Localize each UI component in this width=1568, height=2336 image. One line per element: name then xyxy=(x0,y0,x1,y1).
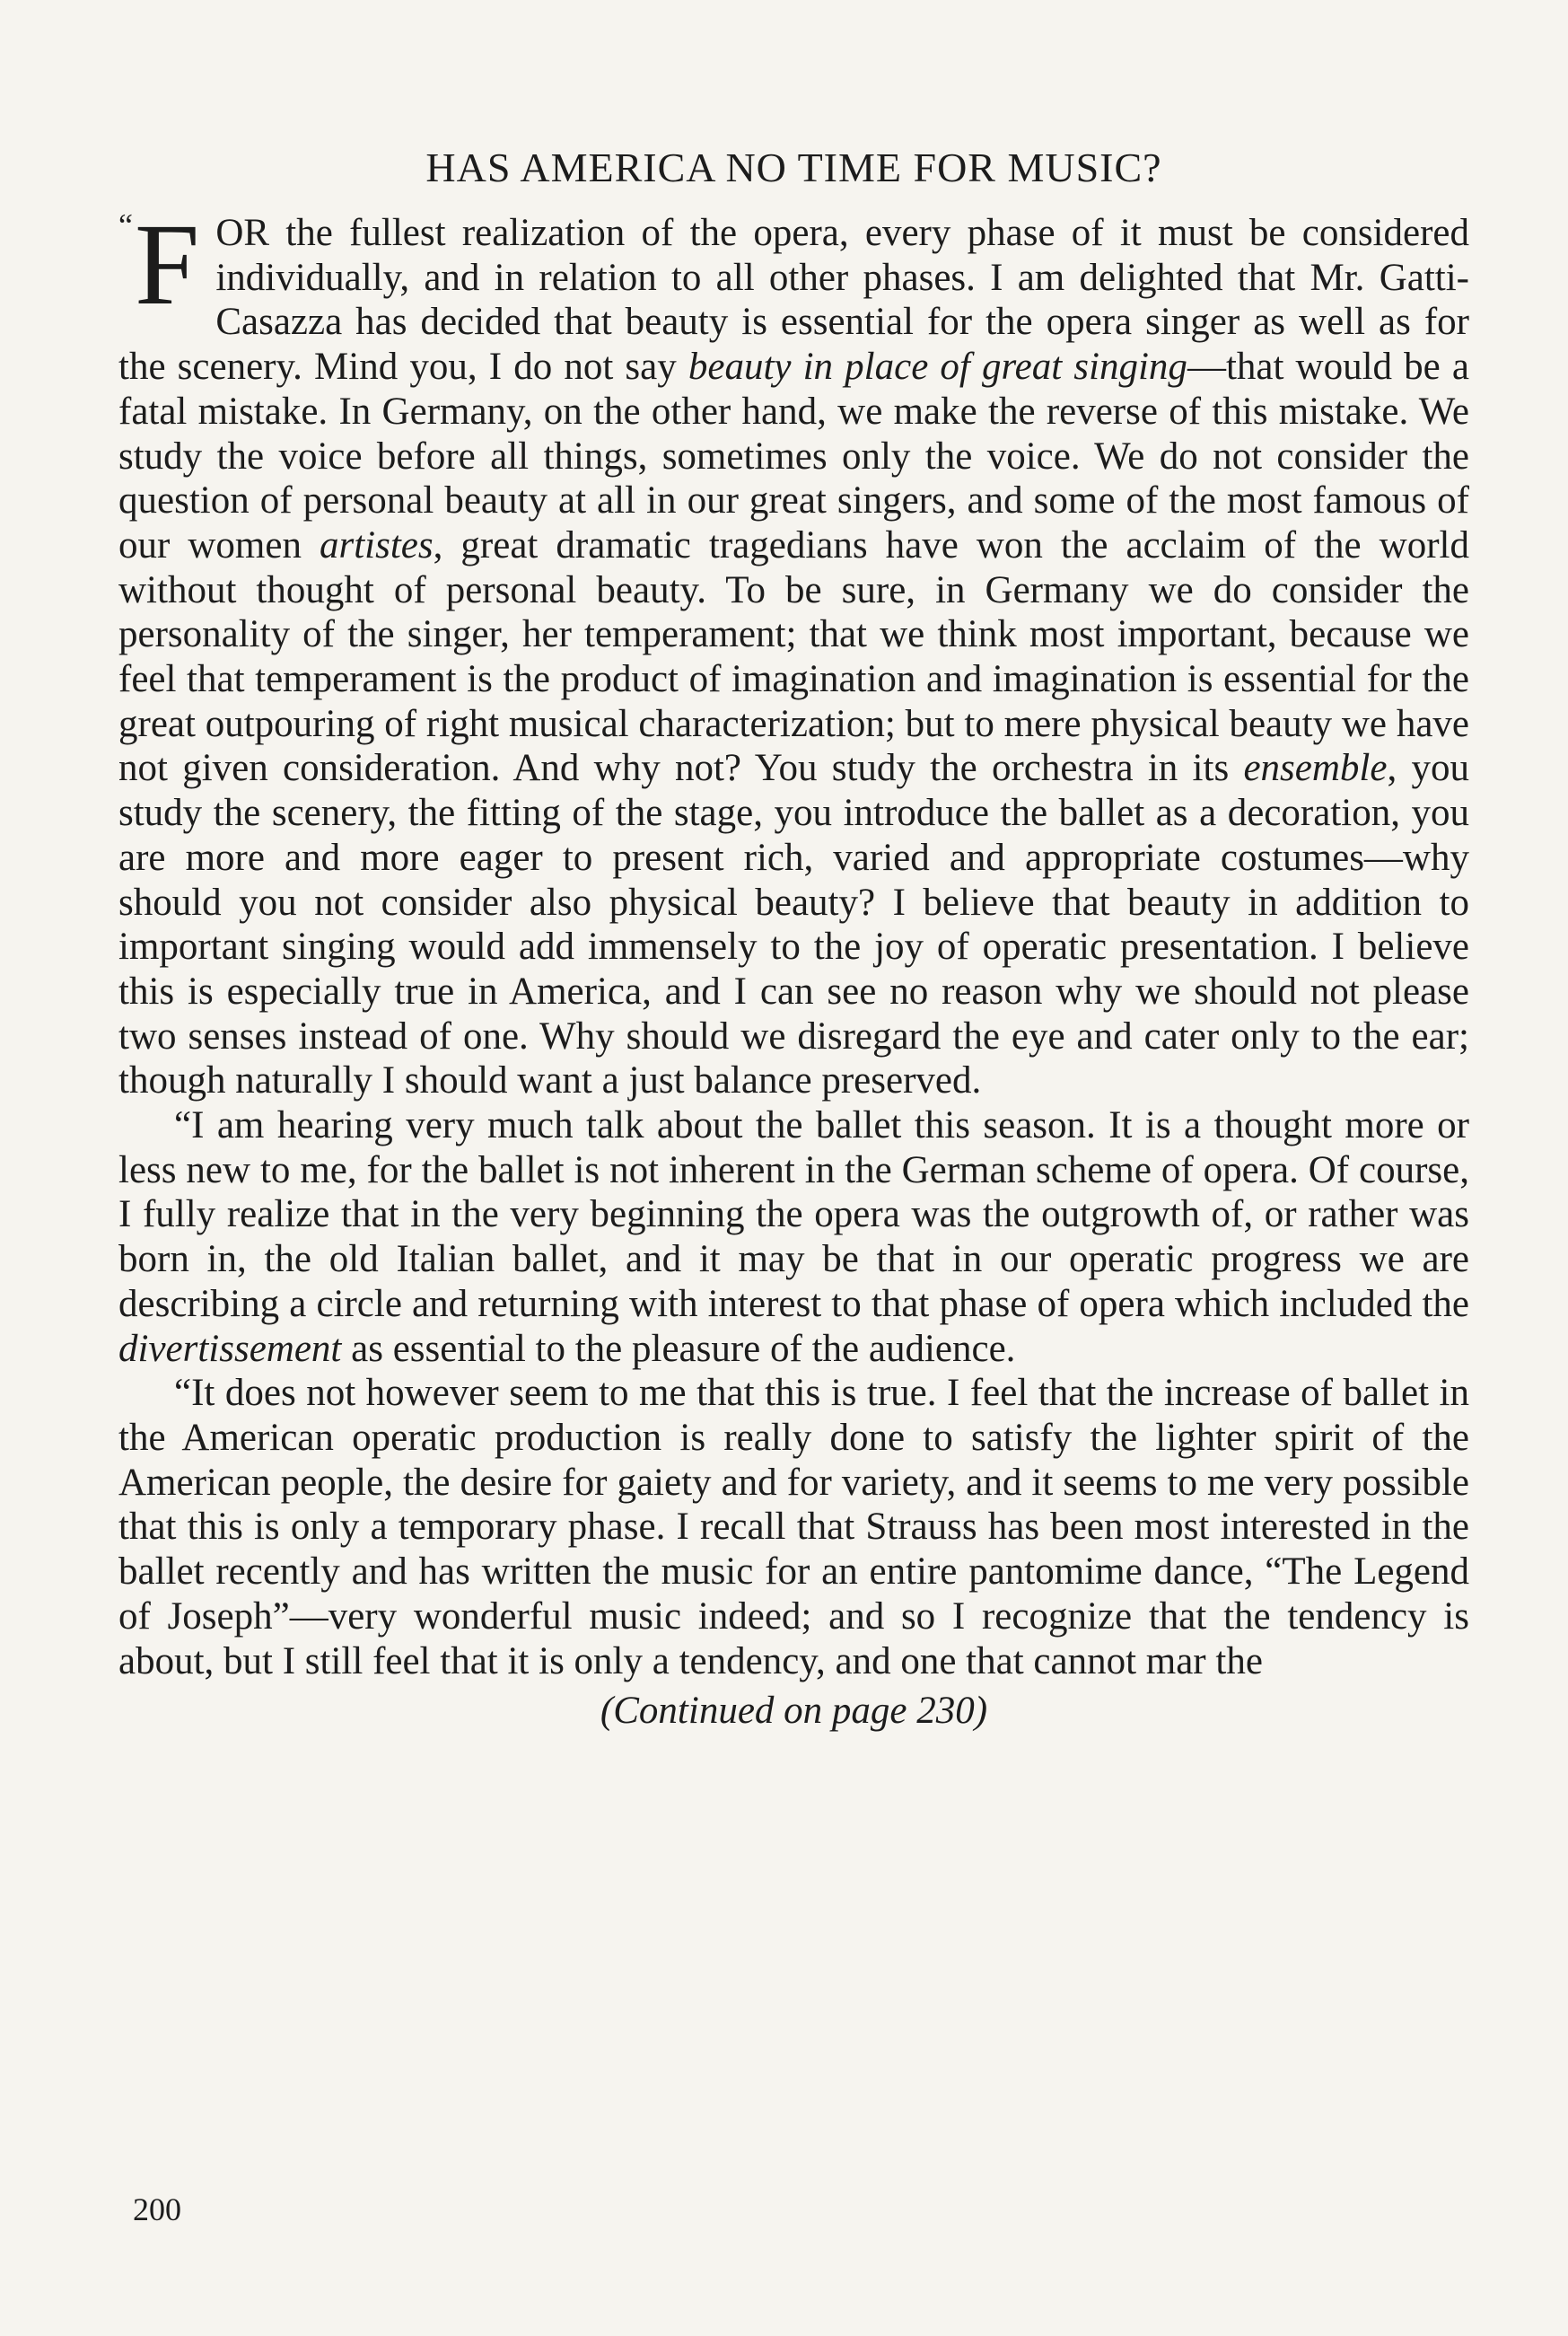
italic-phrase: beauty in place of great singing xyxy=(688,346,1187,389)
text-run: “It does not however seem to me that this is true. I feel that the increase of ballet in the American operatic production is really done to satisfy the lighter spirit of the American people, the desire for gaiety and for variety, and it seems to me very possible that this is only a temporary phase. I recall that Strauss has been most interested in the ballet recently and has written the music for an entire pantomime dance, “The Legend of Joseph”—very wonderful music indeed; and so I recognize that the tendency is about, but I still feel that it is only a tendency, and one that cannot mar the xyxy=(118,1372,1469,1682)
paragraph-3 xyxy=(118,1371,1469,1683)
text-run: OR the fullest realization of the opera, every phase of it must be considered individually, and in relation to all other phases. I am delighted that Mr. Gatti-Casazza has decided that beauty is essential for the opera singer as well as for the scenery. Mind you, I do not say xyxy=(118,212,1469,389)
drop-cap: F xyxy=(135,200,200,329)
paragraph-1 xyxy=(118,200,1469,1103)
article-body xyxy=(118,200,1469,1683)
continued-notice: (Continued on page 230) xyxy=(600,1690,988,1733)
italic-phrase: ensemble xyxy=(1243,747,1388,790)
opening-quote: “ xyxy=(118,207,133,243)
paragraph-2 xyxy=(118,1103,1469,1371)
page-number: 200 xyxy=(133,2191,181,2227)
italic-phrase: artistes xyxy=(320,523,434,566)
paragraph-1-text xyxy=(118,200,1469,1102)
italic-phrase: divertissement xyxy=(118,1327,342,1370)
article xyxy=(118,144,1469,1733)
text-run: , you study the scenery, the fitting of the stage, you introduce the ballet as a decoration, you are more and more eager to present rich, varied and appropriate costumes—why should you not consider also physical beauty? I believe that beauty in addition to important singing would add immensely to the joy of operatic presentation. I believe this is especially true in America, and I can see no reason why we should not please two senses instead of one. Why should we disregard the eye and cater only to the ear; though naturally I should want a just balance preserved. xyxy=(118,747,1469,1102)
article-title: HAS AMERICA NO TIME FOR MUSIC? xyxy=(425,145,1162,190)
paragraph-2-text xyxy=(118,1104,1469,1370)
text-run: as essential to the pleasure of the audience. xyxy=(341,1327,1016,1370)
paragraph-3-text xyxy=(118,1372,1469,1682)
text-run: “I am hearing very much talk about the ballet this season. It is a thought more or less new to me, for the ballet is not inherent in the German scheme of opera. Of course, I fully realize that in the very beginning the opera was the outgrowth of, or rather was born in, the old Italian ballet, and it may be that in our operatic progress we are describing a circle and returning with interest to that phase of opera which included the xyxy=(118,1104,1469,1325)
text-run: , great dramatic tragedians have won the acclaim of the world without thought of personal beauty. To be sure, in Germany we do consider the personality of the singer, her temperament; that we think most important, because we feel that temperament is the product of imagination and imagination is essential for the great outpouring of right musical characterization; but to mere physical beauty we have not given consideration. And why not? You study the orchestra in its xyxy=(118,523,1469,790)
text-run: —that would be a fatal mistake. In Germany, on the other hand, we make the reverse of this mistake. We study the voice before all things, sometimes only the voice. We do not consider the question of personal beauty at all in our great singers, and some of the most famous of our women xyxy=(118,346,1469,566)
